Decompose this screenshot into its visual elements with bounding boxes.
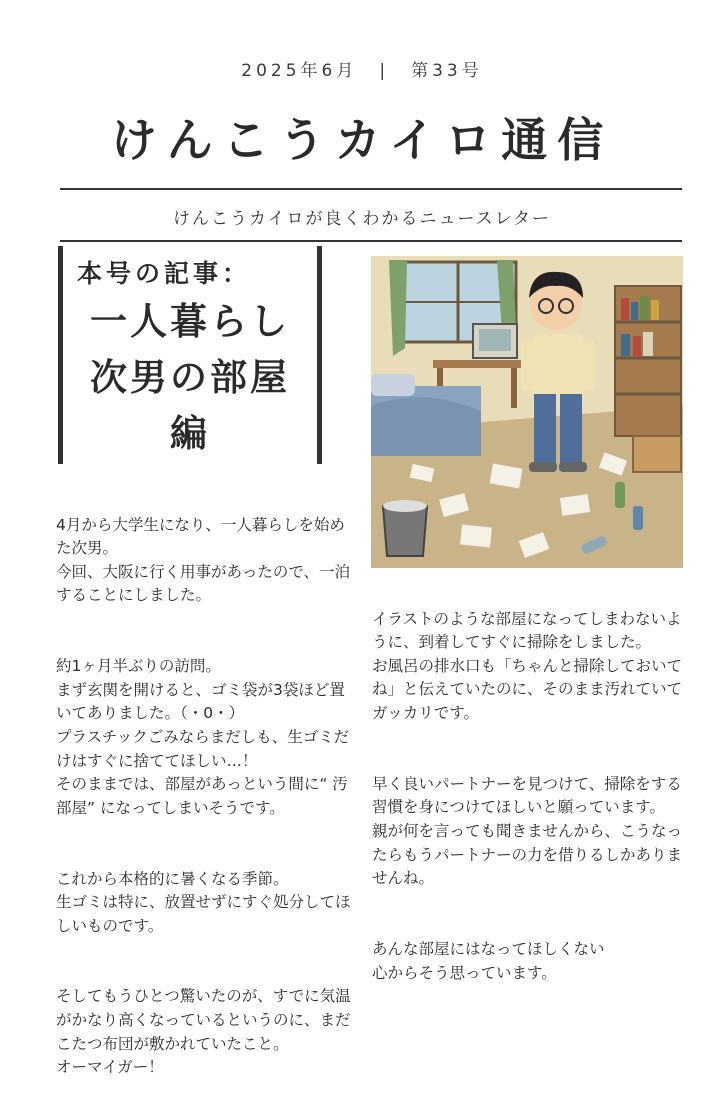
left-paragraph-1: 4月から大学生になり、一人暮らしを始めた次男。 今回、大阪に行く用事があったので、一泊することにしました。	[56, 515, 351, 605]
newsletter-subtitle: けんこうカイロが良くわかるニュースレター	[173, 209, 551, 229]
left-paragraph-2: 約1ヶ月半ぶりの訪問。 まず玄関を開けると、ゴミ袋が3袋ほど置いてありました。（・0・） プラスチックごみならまだしも、生ゴミだけはすぐに捨ててほしい…！ そのままでは、部屋があっという間に“ 汚部屋” になってしまいそうです。	[56, 657, 350, 817]
issue-separator: |	[379, 61, 390, 81]
feature-title-line-2: 次男の部屋	[90, 356, 290, 399]
messy-room-illustration-icon	[371, 256, 683, 568]
feature-label: 本号の記事：	[77, 259, 252, 288]
right-paragraph-1: イラストのような部屋になってしまわないように、到着してすぐに掃除をしました。 お風呂の排水口も「ちゃんと掃除しておいてね」と伝えていたのに、そのまま汚れていてガッカリです。	[372, 609, 683, 722]
issue-date: 2025年6月	[241, 61, 358, 81]
left-paragraph-4: そしてもうひとつ驚いたのが、すでに気温がかなり高くなっているというのに、まだこたつ布団が敷かれていたこと。 オーマイガー！	[56, 987, 351, 1077]
issue-number: 第33号	[411, 61, 483, 81]
feature-box	[58, 246, 322, 464]
newsletter-title: けんこうカイロ通信	[110, 113, 614, 167]
feature-title	[63, 294, 317, 462]
right-paragraph-3: あんな部屋にはなってほしくない 心からそう思っています。	[372, 939, 605, 982]
left-column	[56, 490, 352, 1103]
feature-title-line-1: 一人暮らし	[90, 300, 290, 343]
right-paragraph-2: 早く良いパートナーを見つけて、掃除をする習慣を身につけてほしいと願っています。 親が何を言っても聞きませんから、こうなったらもうパートナーの力を借りるしかありませんね。	[372, 774, 683, 888]
issue-line	[0, 56, 724, 81]
top-divider	[60, 188, 682, 190]
bottom-divider	[60, 240, 682, 242]
feature-title-line-3: 編	[170, 412, 210, 455]
left-paragraph-3: これから本格的に暑くなる季節。 生ゴミは特に、放置せずにすぐ処分してほしいものです。	[56, 869, 351, 935]
right-column	[372, 584, 684, 1009]
